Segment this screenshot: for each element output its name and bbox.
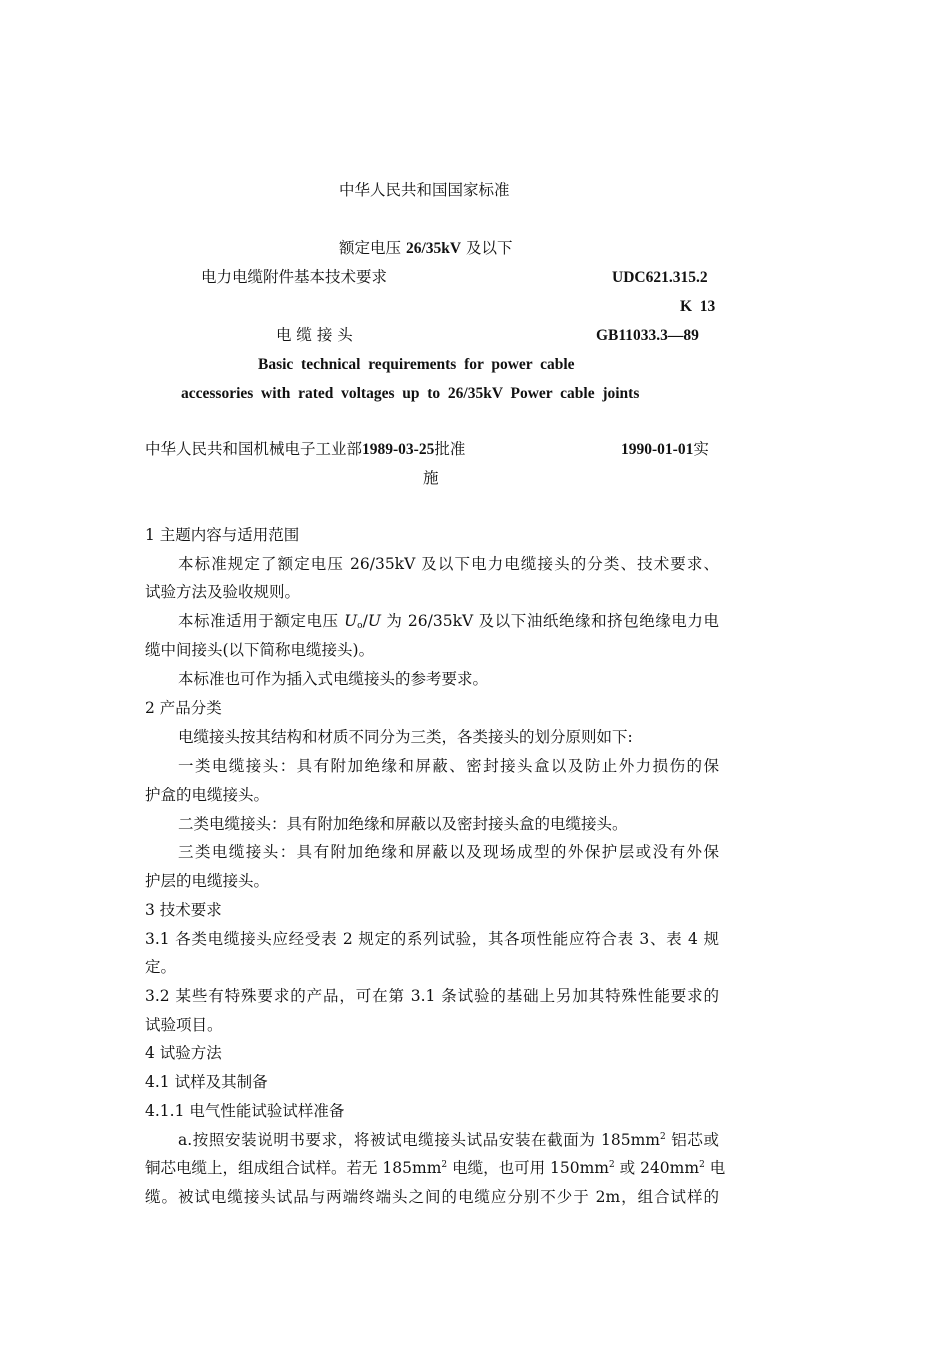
section-4-heading: 4 试验方法: [145, 1044, 222, 1062]
mm2-superscript-3: 2: [699, 1160, 705, 1170]
title-voltage: 26/35kV: [405, 240, 462, 257]
scope-text-b: 为 26/35kV 及以下油纸绝缘和挤包绝缘电力电: [380, 612, 719, 630]
mm2-superscript: 2: [660, 1132, 666, 1142]
section-2-para-4-line-2: 护层的电缆接头。: [145, 872, 270, 890]
clause-4-1-1-a-line-1: [178, 1130, 719, 1150]
implementation-word-2: 施: [423, 469, 439, 487]
section-2-para-2-line-2: 护盒的电缆接头。: [145, 786, 270, 804]
approval-org: 中华人民共和国机械电子工业部: [145, 440, 363, 458]
udc-code: UDC621.315.2: [612, 269, 708, 286]
title-line-2: 电力电缆附件基本技术要求: [201, 268, 388, 286]
sample-text-a: a.按照安装说明书要求，将被试电缆接头试品安装在截面为 185mm: [178, 1131, 661, 1149]
clause-4-1-1-a-line-3: 缆。被试电缆接头试品与两端终端头之间的电缆应分别不少于 2m，组合试样的: [145, 1188, 719, 1206]
section-2-heading: 2 产品分类: [145, 699, 222, 717]
clause-3-1-line-1: 3.1 各类电缆接头应经受表 2 规定的系列试验，其各项性能应符合表 3、表 4 规: [145, 930, 719, 948]
gb-code: GB11033.3—89: [596, 327, 699, 344]
section-1-para-3: 本标准也可作为插入式电缆接头的参考要求。: [178, 670, 489, 688]
voltage-subscript: o: [357, 621, 363, 631]
cable-text-c: 或 240mm: [614, 1159, 700, 1177]
clause-4-1-1-heading: 4.1.1 电气性能试验试样准备: [145, 1102, 345, 1120]
clause-4-1-1-a-line-2: [145, 1158, 726, 1178]
title-line-1-suffix: 及以下: [461, 239, 513, 257]
section-2-para-3: 二类电缆接头：具有附加绝缘和屏蔽以及密封接头盒的电缆接头。: [178, 815, 628, 833]
voltage-symbol-uo: U: [344, 612, 358, 630]
title-line-1-prefix: 额定电压: [339, 239, 406, 257]
section-1-para-2-line-1: [178, 611, 719, 631]
clause-3-2-line-2: 试验项目。: [145, 1016, 223, 1034]
approval-date: 1989-03-25: [362, 441, 435, 458]
english-title-line-2: accessories with rated voltages up to 26/35kV Power cable joints: [181, 385, 640, 402]
clause-4-1-heading: 4.1 试样及其制备: [145, 1073, 268, 1091]
implementation-line: [621, 439, 709, 460]
voltage-slash: /: [362, 612, 368, 630]
cable-text-a: 铜芯电缆上，组成组合试样。若无 185mm: [145, 1159, 442, 1177]
k-code: K 13: [680, 298, 716, 315]
sample-text-b: 铝芯或: [665, 1131, 720, 1149]
approval-word: 批准: [434, 440, 466, 458]
section-1-para-1-line-1: 本标准规定了额定电压 26/35kV 及以下电力电缆接头的分类、技术要求、: [178, 555, 719, 573]
section-2-para-4-line-1: 三类电缆接头：具有附加绝缘和屏蔽以及现场成型的外保护层或没有外保: [178, 843, 719, 861]
approval-line: [145, 439, 465, 460]
clause-3-1-line-2: 定。: [145, 958, 177, 976]
section-1-para-2-line-2: 缆中间接头(以下简称电缆接头)。: [145, 641, 375, 659]
section-1-para-1-line-2: 试验方法及验收规则。: [145, 583, 301, 601]
scope-text-a: 本标准适用于额定电压: [178, 612, 345, 630]
implementation-date: 1990-01-01: [621, 441, 694, 458]
section-2-para-2-line-1: 一类电缆接头：具有附加绝缘和屏蔽、密封接头盒以及防止外力损伤的保: [178, 757, 719, 775]
mm2-superscript-1: 2: [441, 1160, 448, 1170]
cable-text-b: 电缆，也可用 150mm: [447, 1159, 609, 1177]
section-2-para-1: 电缆接头按其结构和材质不同分为三类，各类接头的划分原则如下:: [178, 728, 633, 746]
section-1-heading: 1 主题内容与适用范围: [145, 526, 300, 544]
cable-text-d: 电: [704, 1159, 726, 1177]
title-line-1: [339, 238, 513, 259]
clause-3-2-line-1: 3.2 某些有特殊要求的产品，可在第 3.1 条试验的基础上另加其特殊性能要求的: [145, 987, 719, 1005]
national-standard-label: 中华人民共和国国家标准: [339, 181, 510, 199]
voltage-symbol-u: U: [367, 612, 381, 630]
section-3-heading: 3 技术要求: [145, 901, 222, 919]
implementation-word-1: 实: [693, 440, 709, 458]
title-line-3: 电 缆 接 头: [276, 326, 353, 344]
english-title-line-1: Basic technical requirements for power cable: [258, 356, 575, 373]
mm2-superscript-2: 2: [609, 1160, 615, 1170]
